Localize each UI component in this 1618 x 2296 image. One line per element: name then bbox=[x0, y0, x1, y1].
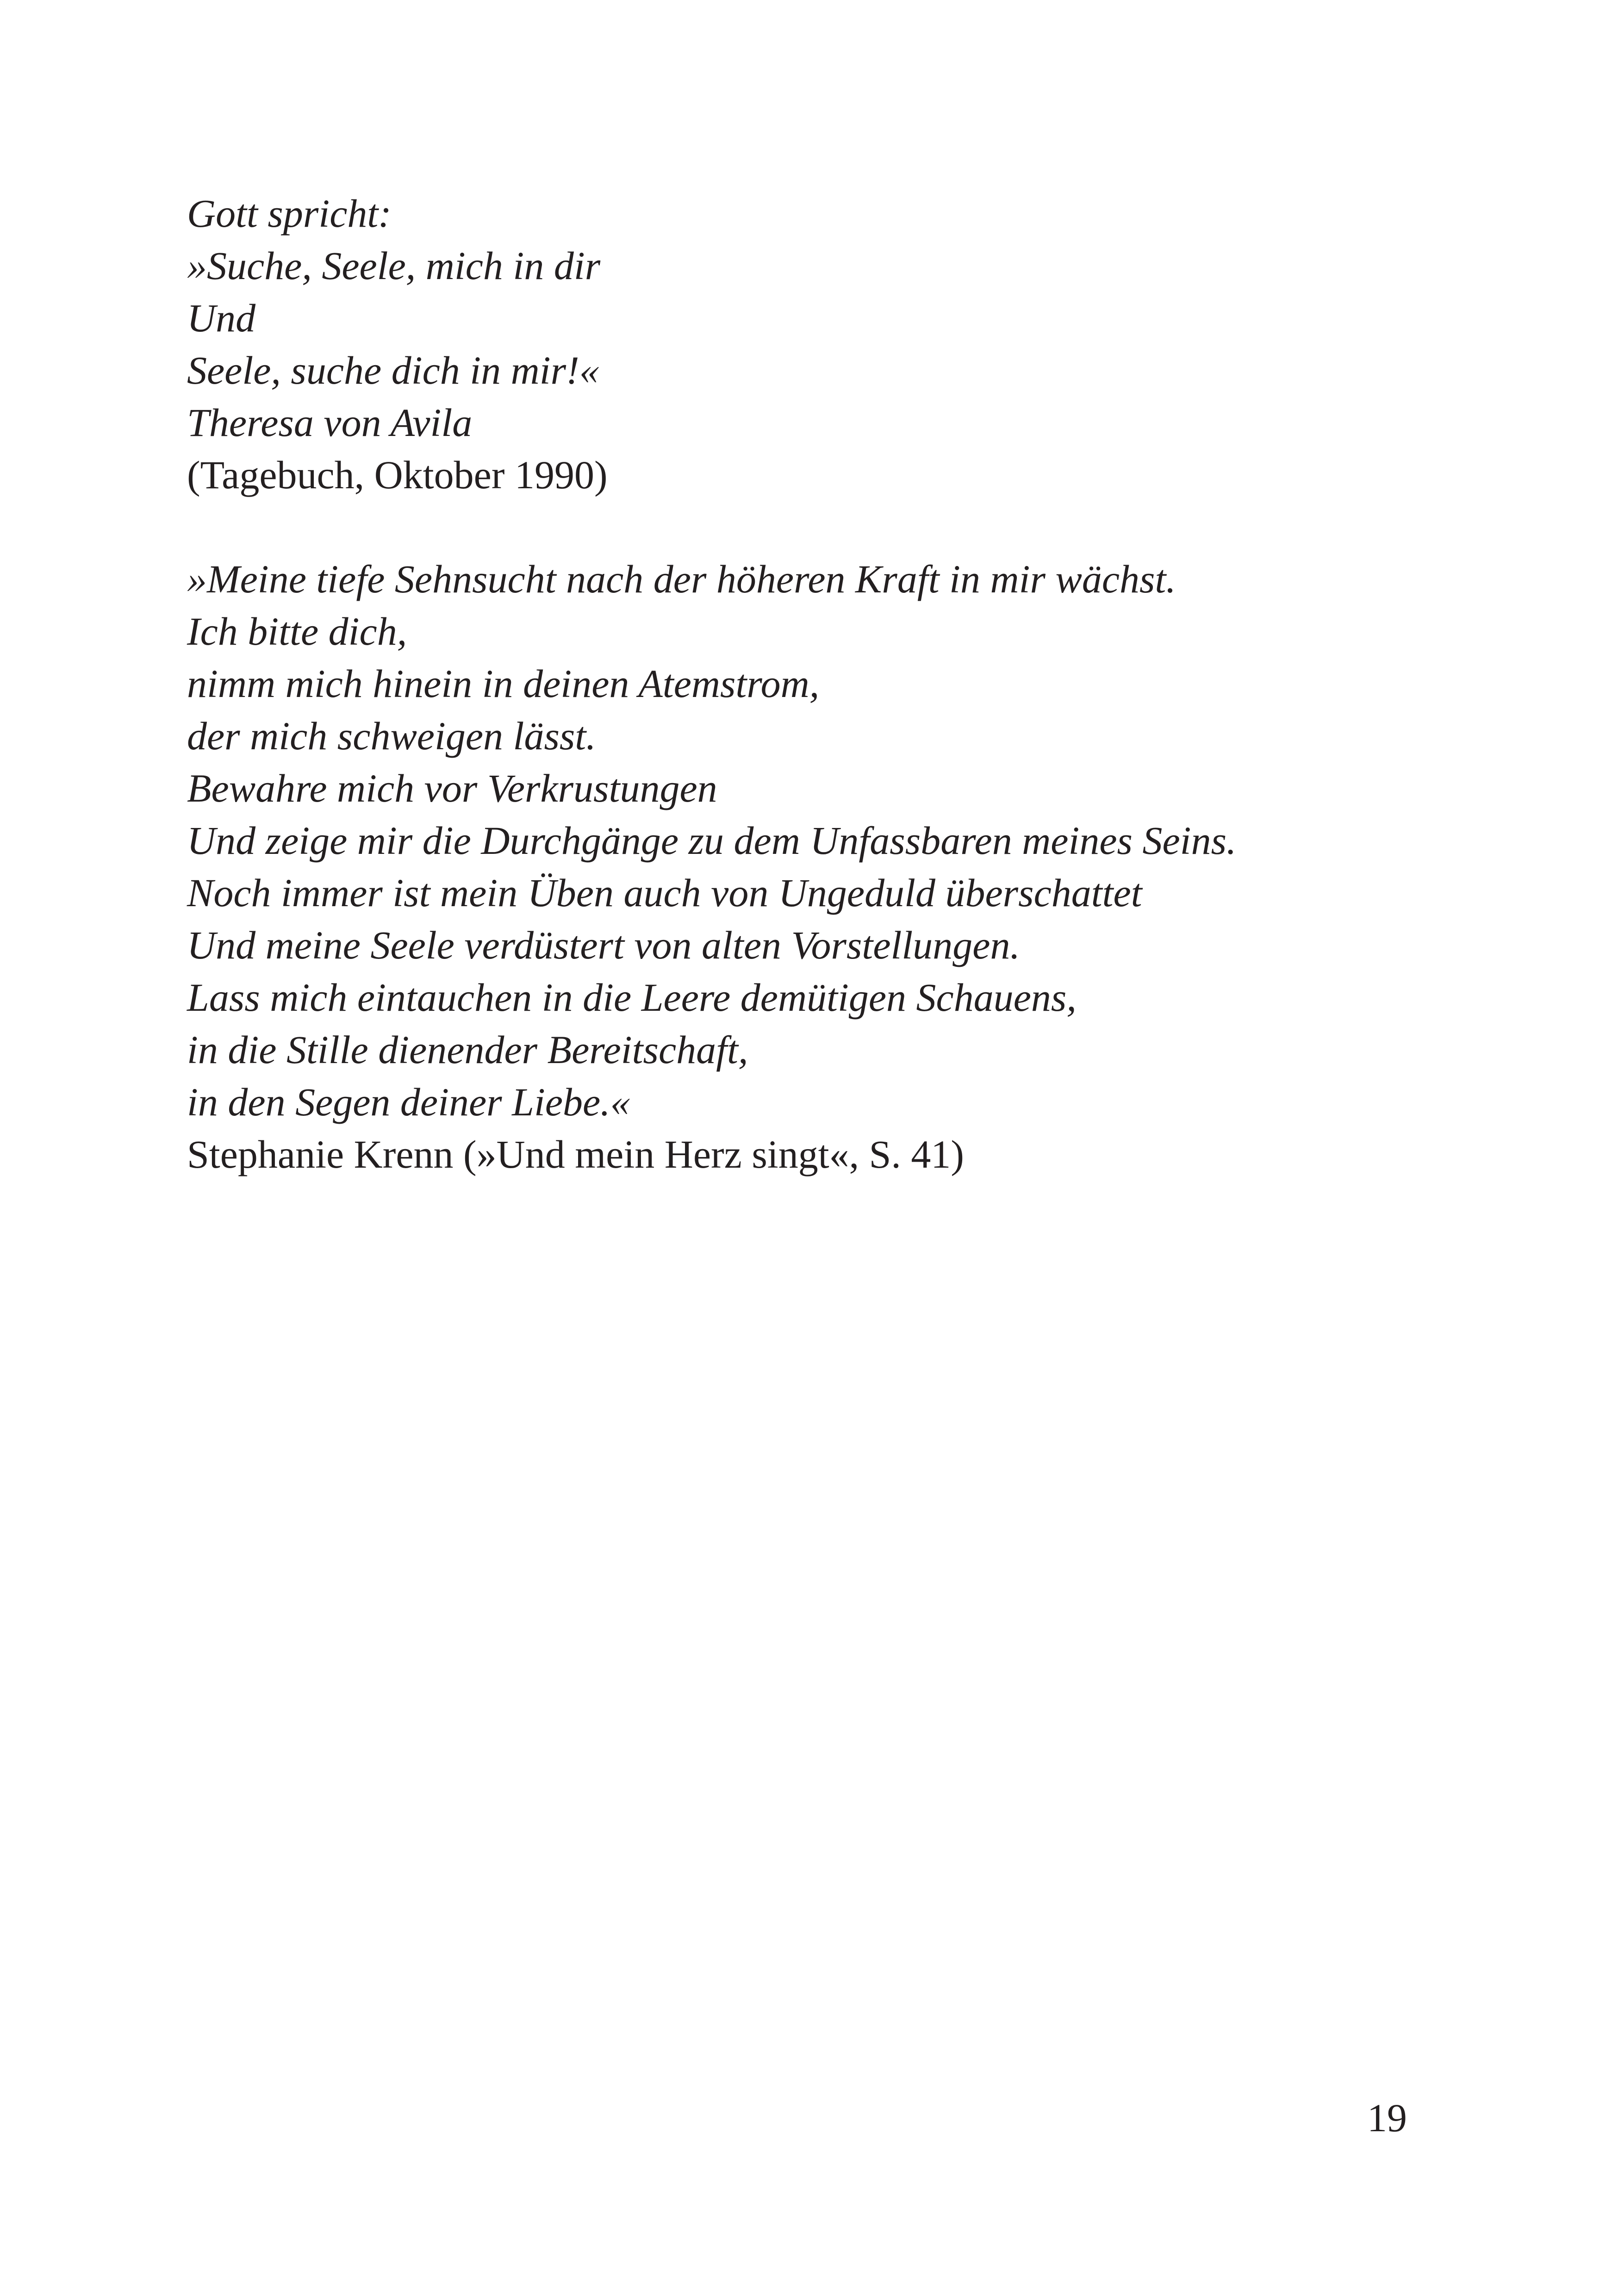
quote-line: in die Stille dienender Bereitschaft, bbox=[187, 1027, 748, 1072]
quote-line: Noch immer ist mein Üben auch von Ungeduld überschattet bbox=[187, 871, 1142, 915]
quote-line: Und zeige mir die Durchgänge zu dem Unfassbaren meines Seins. bbox=[187, 818, 1237, 863]
quote-line: in den Segen deiner Liebe.« bbox=[187, 1080, 630, 1124]
page-number: 19 bbox=[1367, 2096, 1407, 2140]
quote-source: (Tagebuch, Oktober 1990) bbox=[187, 453, 608, 497]
quote-block-krenn bbox=[187, 553, 1464, 1181]
quote-line: Lass mich eintauchen in die Leere demütigen Schauens, bbox=[187, 975, 1077, 1020]
quote-line: nimm mich hinein in deinen Atemstrom, bbox=[187, 661, 820, 706]
quote-line: Bewahre mich vor Verkrustungen bbox=[187, 766, 717, 810]
quote-line: Gott spricht: bbox=[187, 191, 392, 236]
quote-line: Und bbox=[187, 296, 256, 340]
quote-line: Seele, suche dich in mir!« bbox=[187, 348, 599, 392]
quote-line: Ich bitte dich, bbox=[187, 609, 407, 653]
quote-line: »Meine tiefe Sehnsucht nach der höheren Kraft in mir wächst. bbox=[187, 557, 1176, 601]
quote-line: »Suche, Seele, mich in dir bbox=[187, 243, 601, 288]
quote-block-theresa bbox=[187, 187, 1464, 501]
quote-source: Stephanie Krenn (»Und mein Herz singt«, S. 41) bbox=[187, 1132, 965, 1176]
quote-line: Und meine Seele verdüstert von alten Vorstellungen. bbox=[187, 923, 1020, 967]
quote-line: der mich schweigen lässt. bbox=[187, 714, 596, 758]
quote-author: Theresa von Avila bbox=[187, 400, 473, 445]
